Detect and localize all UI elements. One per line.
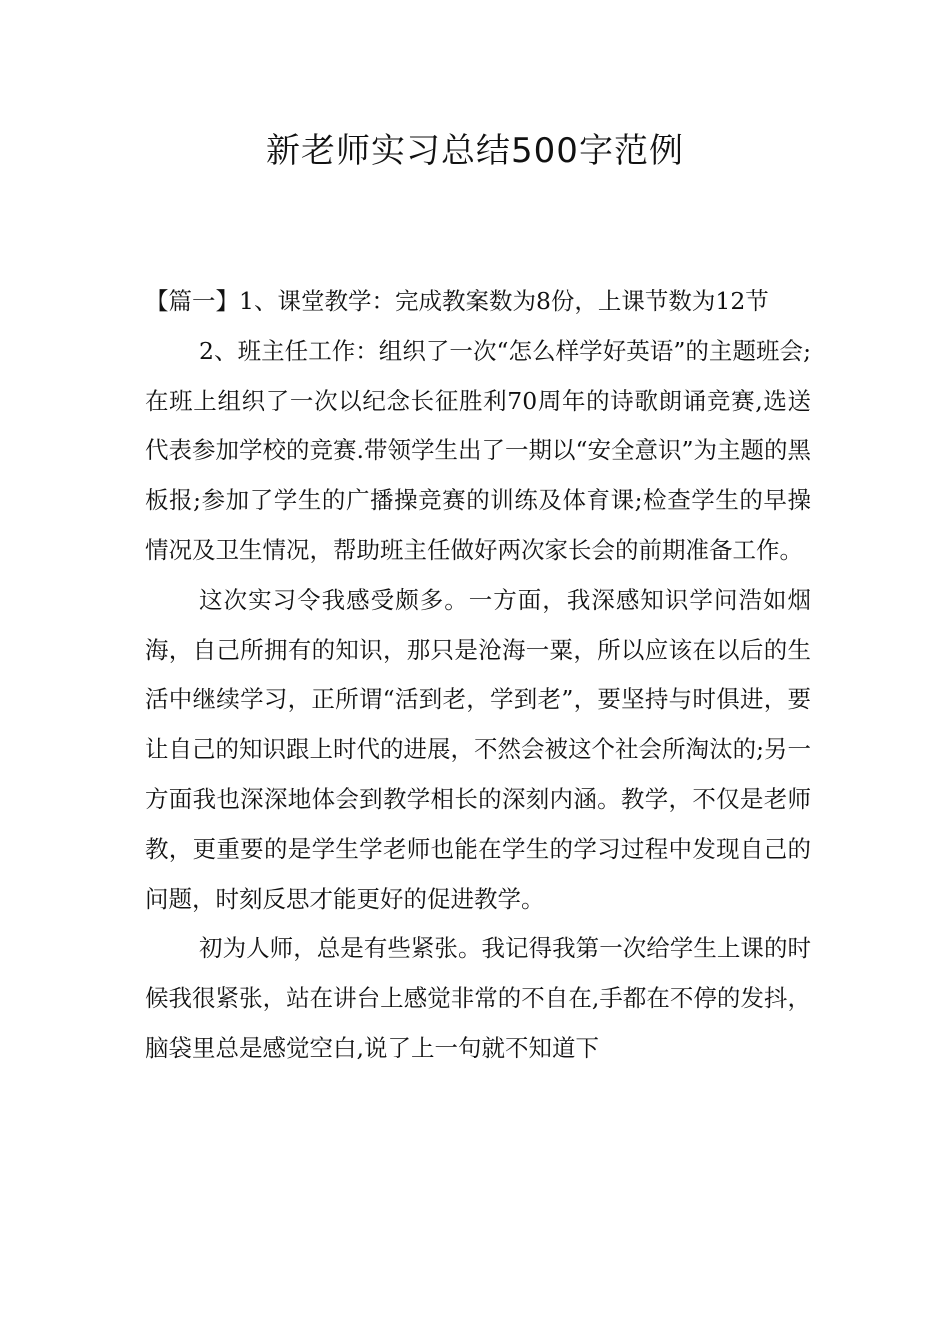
paragraph-1: 【篇一】1、课堂教学：完成教案数为8份，上课节数为12节 — [145, 287, 769, 315]
paragraph-3: 这次实习令我感受颇多。一方面，我深感知识学问浩如烟海，自己所拥有的知识，那只是沧海一粟，所以应该在以后的生活中继续学习，正所谓“活到老，学到老”，要坚持与时俱进，要让自己的知识跟上时代的进展，不然会被这个社会所淘汰的;另一方面我也深深地体会到教学相长的深刻内涵。教学，不仅是老师教，更重要的是学生学老师也能在学生的学习过程中发现自己的问题，时刻反思才能更好的促进教学。 — [145, 585, 811, 913]
paragraph-4: 初为人师，总是有些紧张。我记得我第一次给学生上课的时候我很紧张，站在讲台上感觉非常的不自在,手都在不停的发抖，脑袋里总是感觉空白,说了上一句就不知道下 — [145, 934, 811, 1062]
document-title: 新老师实习总结500字范例 — [266, 131, 684, 171]
document-body — [145, 277, 811, 1074]
paragraph-2: 2、班主任工作：组织了一次“怎么样学好英语”的主题班会;在班上组织了一次以纪念长征胜利70周年的诗歌朗诵竞赛,选送代表参加学校的竞赛.带领学生出了一期以“安全意识”为主题的黑板报;参加了学生的广播操竞赛的训练及体育课;检查学生的早操情况及卫生情况，帮助班主任做好两次家长会的前期准备工作。 — [145, 336, 811, 564]
